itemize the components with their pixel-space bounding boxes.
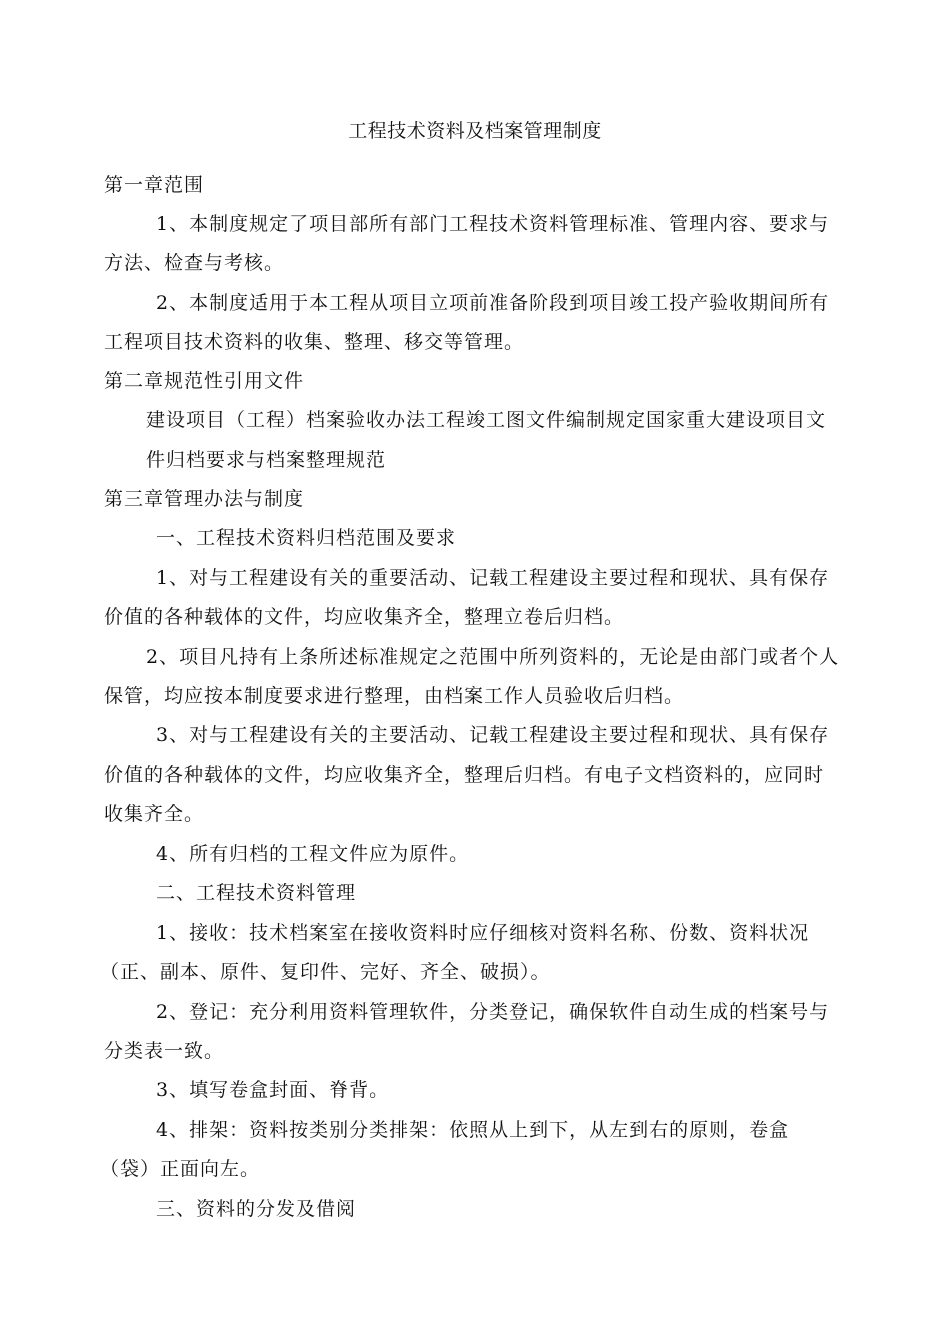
paragraph-line: 收集齐全。 (104, 803, 205, 825)
paragraph-line: 方法、检查与考核。 (104, 252, 285, 274)
paragraph-line: 价值的各种载体的文件，均应收集齐全，整理立卷后归档。 (104, 606, 625, 628)
chapter-3-heading: 第三章管理办法与制度 (104, 488, 305, 510)
paragraph-line: （正、副本、原件、复印件、完好、齐全、破损）。 (100, 961, 551, 983)
section-heading: 三、资料的分发及借阅 (156, 1198, 357, 1220)
paragraph-line: 保管，均应按本制度要求进行整理，由档案工作人员验收后归档。 (104, 685, 685, 707)
paragraph-line: （袋）正面向左。 (100, 1158, 261, 1180)
chapter-1-heading: 第一章范围 (104, 174, 205, 196)
paragraph-line: 1、对与工程建设有关的重要活动、记载工程建设主要过程和现状、具有保存 (156, 567, 830, 589)
chapter-2-heading: 第二章规范性引用文件 (104, 370, 305, 392)
paragraph-line: 4、所有归档的工程文件应为原件。 (156, 843, 470, 865)
paragraph-line: 价值的各种载体的文件，均应收集齐全，整理后归档。有电子文档资料的，应同时 (104, 764, 825, 786)
paragraph-line: 件归档要求与档案整理规范 (146, 449, 387, 471)
document-title: 工程技术资料及档案管理制度 (348, 120, 602, 142)
paragraph-line: 建设项目（工程）档案验收办法工程竣工图文件编制规定国家重大建设项目文 (146, 409, 827, 431)
paragraph-line: 4、排架：资料按类别分类排架：依照从上到下，从左到右的原则，卷盒 (156, 1119, 790, 1141)
paragraph-line: 2、登记：充分利用资料管理软件，分类登记，确保软件自动生成的档案号与 (156, 1001, 830, 1023)
paragraph-line: 3、填写卷盒封面、脊背。 (156, 1079, 390, 1101)
paragraph-line: 2、本制度适用于本工程从项目立项前准备阶段到项目竣工投产验收期间所有 (156, 292, 830, 314)
paragraph-line: 工程项目技术资料的收集、整理、移交等管理。 (104, 331, 525, 353)
paragraph-line: 1、本制度规定了项目部所有部门工程技术资料管理标准、管理内容、要求与 (156, 213, 830, 235)
section-heading: 一、工程技术资料归档范围及要求 (156, 527, 457, 549)
paragraph-line: 3、对与工程建设有关的主要活动、记载工程建设主要过程和现状、具有保存 (156, 724, 830, 746)
paragraph-line: 1、接收：技术档案室在接收资料时应仔细核对资料名称、份数、资料状况 (156, 922, 810, 944)
section-heading: 二、工程技术资料管理 (156, 882, 357, 904)
paragraph-line: 2、项目凡持有上条所述标准规定之范围中所列资料的，无论是由部门或者个人 (146, 646, 840, 668)
paragraph-line: 分类表一致。 (104, 1040, 225, 1062)
